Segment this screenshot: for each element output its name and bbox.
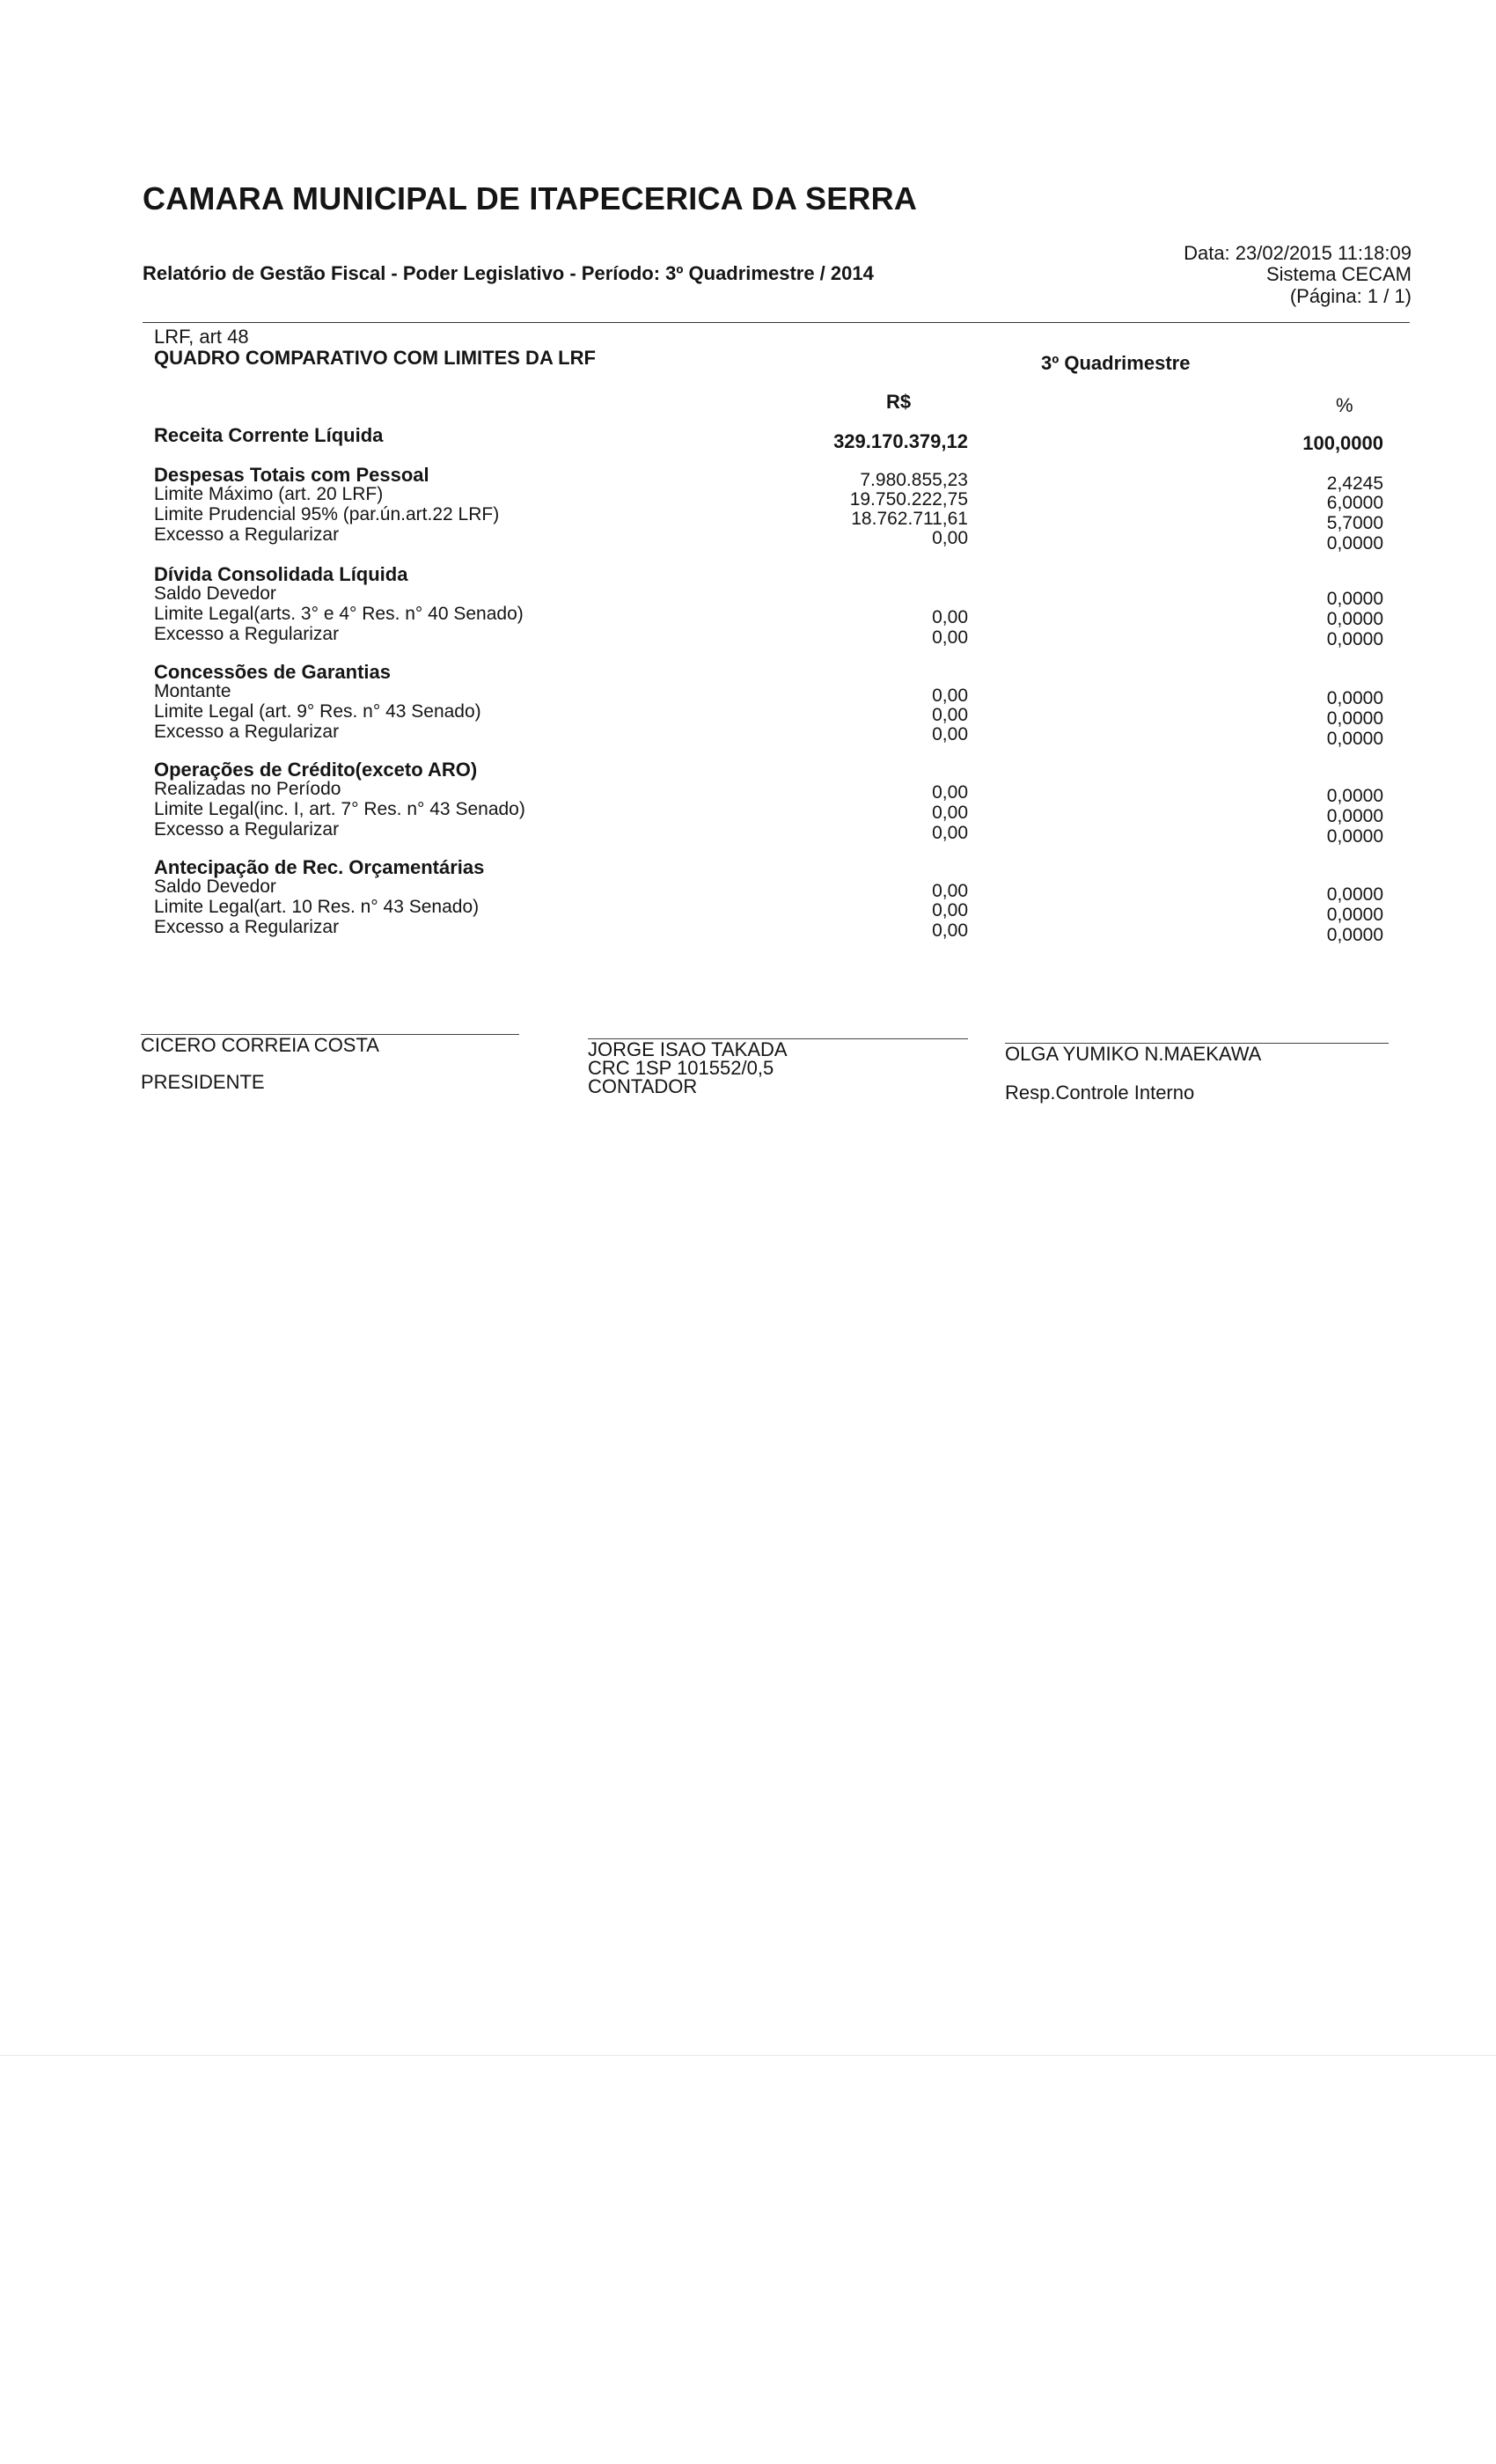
divida-row-label: Limite Legal(arts. 3° e 4° Res. n° 40 Senado): [154, 604, 524, 624]
operacoes-row-label: Limite Legal(inc. I, art. 7° Res. n° 43 Senado): [154, 799, 525, 819]
garantias-percent: 0,0000: [1326, 688, 1383, 708]
antecipacao-row-label: Saldo Devedor: [154, 876, 276, 897]
system-name: Sistema CECAM: [1265, 263, 1412, 285]
operacoes-row-label: Realizadas no Período: [154, 779, 341, 799]
garantias-value: 0,00: [932, 705, 968, 725]
divida-percent: 0,0000: [1326, 609, 1383, 629]
control-name: OLGA YUMIKO N.MAEKAWA: [1005, 1043, 1262, 1065]
garantias-percent: 0,0000: [1326, 708, 1383, 729]
page-number: (Página: 1 / 1): [1289, 285, 1412, 307]
divida-value: 0,00: [932, 627, 968, 648]
column-header-percent: %: [1336, 394, 1353, 416]
report-date: Data: 23/02/2015 11:18:09: [1184, 242, 1412, 264]
divida-percent: 0,0000: [1326, 589, 1383, 609]
accountant-role: CONTADOR: [588, 1075, 698, 1097]
report-subtitle: Relatório de Gestão Fiscal - Poder Legislativo - Período: 3º Quadrimestre / 2014: [143, 262, 874, 284]
rcl-value: 329.170.379,12: [833, 430, 968, 452]
operacoes-percent: 0,0000: [1326, 806, 1383, 826]
despesas-row-label: Limite Máximo (art. 20 LRF): [154, 484, 384, 504]
garantias-value: 0,00: [932, 686, 968, 706]
president-role: PRESIDENTE: [141, 1071, 265, 1093]
page-title: CAMARA MUNICIPAL DE ITAPECERICA DA SERRA: [143, 180, 918, 216]
operacoes-title: Operações de Crédito(exceto ARO): [154, 759, 478, 781]
divida-value: 0,00: [932, 607, 968, 627]
antecipacao-percent: 0,0000: [1326, 905, 1383, 925]
despesas-value: 0,00: [932, 528, 968, 548]
president-name: CICERO CORREIA COSTA: [141, 1034, 379, 1056]
operacoes-row-label: Excesso a Regularizar: [154, 819, 340, 840]
despesas-percent: 5,7000: [1326, 513, 1383, 533]
divida-row-label: Saldo Devedor: [154, 583, 276, 604]
garantias-percent: 0,0000: [1326, 729, 1383, 749]
antecipacao-percent: 0,0000: [1326, 925, 1383, 945]
garantias-row-label: Montante: [154, 681, 231, 701]
operacoes-percent: 0,0000: [1326, 786, 1383, 806]
garantias-row-label: Excesso a Regularizar: [154, 722, 340, 742]
despesas-row-label: Limite Prudencial 95% (par.ún.art.22 LRF): [154, 504, 500, 524]
rcl-label: Receita Corrente Líquida: [154, 424, 384, 446]
despesas-row-label: Excesso a Regularizar: [154, 524, 340, 545]
operacoes-value: 0,00: [932, 803, 968, 823]
despesas-title: Despesas Totais com Pessoal: [154, 464, 429, 486]
accountant-name: JORGE ISAO TAKADA: [588, 1038, 788, 1060]
operacoes-value: 0,00: [932, 823, 968, 843]
lrf-reference: LRF, art 48: [154, 326, 249, 348]
column-header-currency: R$: [886, 391, 912, 413]
accountant-crc: CRC 1SP 101552/0,5: [588, 1057, 774, 1079]
table-title: QUADRO COMPARATIVO COM LIMITES DA LRF: [154, 347, 596, 369]
despesas-percent: 6,0000: [1326, 493, 1383, 513]
garantias-row-label: Limite Legal (art. 9° Res. n° 43 Senado): [154, 701, 481, 722]
antecipacao-row-label: Excesso a Regularizar: [154, 917, 340, 937]
despesas-value: 19.750.222,75: [849, 489, 968, 510]
operacoes-percent: 0,0000: [1326, 826, 1383, 847]
despesas-value: 7.980.855,23: [860, 470, 968, 490]
antecipacao-value: 0,00: [932, 920, 968, 941]
rcl-percent: 100,0000: [1302, 432, 1383, 454]
divida-percent: 0,0000: [1326, 629, 1383, 649]
scan-artifact-line: [0, 2055, 1496, 2056]
antecipacao-percent: 0,0000: [1326, 884, 1383, 905]
divida-row-label: Excesso a Regularizar: [154, 624, 340, 644]
antecipacao-value: 0,00: [932, 881, 968, 901]
despesas-percent: 2,4245: [1326, 473, 1383, 494]
control-role: Resp.Controle Interno: [1005, 1082, 1195, 1104]
garantias-value: 0,00: [932, 724, 968, 744]
operacoes-value: 0,00: [932, 782, 968, 803]
antecipacao-row-label: Limite Legal(art. 10 Res. n° 43 Senado): [154, 897, 480, 917]
period-label: 3º Quadrimestre: [1041, 352, 1191, 374]
divida-title: Dívida Consolidada Líquida: [154, 563, 408, 585]
despesas-value: 18.762.711,61: [851, 509, 968, 529]
antecipacao-title: Antecipação de Rec. Orçamentárias: [154, 856, 485, 878]
antecipacao-value: 0,00: [932, 900, 968, 920]
garantias-title: Concessões de Garantias: [154, 661, 392, 683]
header-divider: [143, 322, 1410, 323]
despesas-percent: 0,0000: [1326, 533, 1383, 554]
